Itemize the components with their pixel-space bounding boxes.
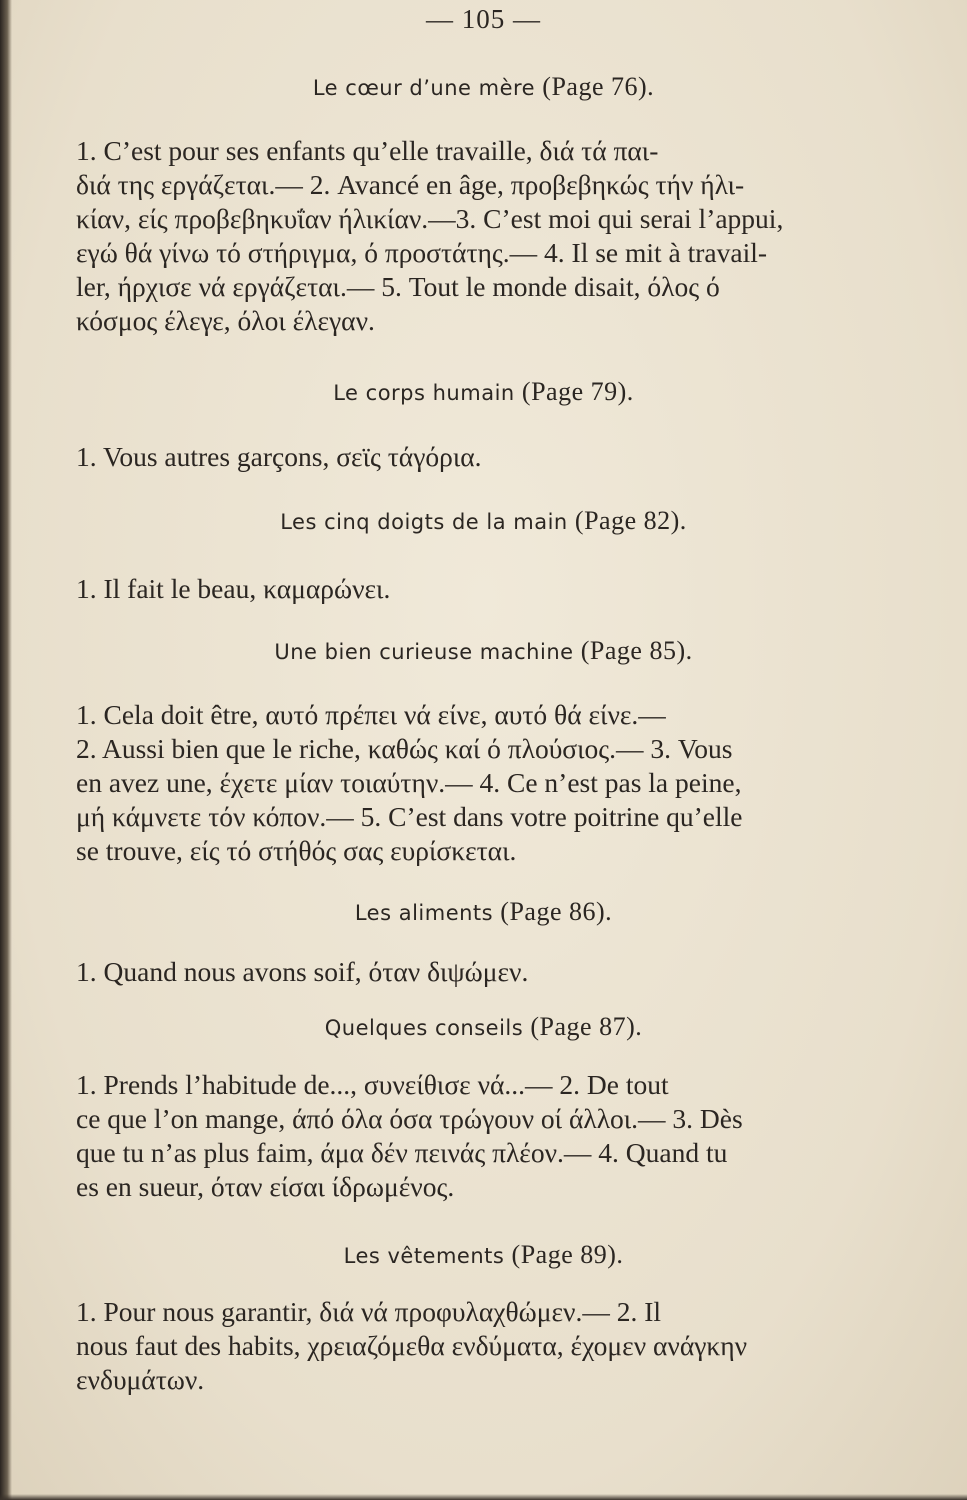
text-line: ενδυμάτων. [76, 1364, 205, 1395]
section-title: Les cinq doigts de la main [280, 510, 568, 534]
section-heading [0, 636, 967, 666]
page-number: — 105 — [426, 4, 541, 34]
section-text [76, 955, 846, 989]
section-text [76, 1068, 846, 1204]
section-heading [0, 1240, 967, 1270]
text-line: 1. Prends l’habitude de..., συνείθισε νά...— 2. De tout [76, 1069, 669, 1100]
text-line: 2. Aussi bien que le riche, καθώς καί ό πλούσιος.— 3. Vous [76, 733, 733, 764]
section-title: Le corps humain [333, 381, 515, 405]
section-text [76, 440, 846, 474]
text-line: εγώ θά γίνω τό στήριγμα, ό προστάτης.— 4. Il se mit à travail- [76, 237, 768, 268]
text-line: se trouve, είς τό στήθός σας ευρίσκεται. [76, 835, 517, 866]
section-title: Une bien curieuse machine [274, 640, 574, 664]
section-heading [0, 377, 967, 407]
section-heading [0, 897, 967, 927]
text-line: 1. Pour nous garantir, διά νά προφυλαχθώμεν.— 2. Il [76, 1296, 662, 1327]
section-text [76, 1295, 846, 1397]
section-text [76, 134, 846, 338]
text-line: ler, ήρχισε νά εργάζεται.— 5. Tout le monde disait, όλος ό [76, 271, 720, 302]
section-page-ref: (Page 82). [574, 506, 687, 535]
text-line: que tu n’as plus faim, άμα δέν πεινάς πλέον.— 4. Quand tu [76, 1137, 728, 1168]
text-line: 1. Vous autres garçons, σεϊς τάγόρια. [76, 441, 482, 472]
text-line: κόσμος έλεγε, όλοι έλεγαν. [76, 305, 375, 336]
section-page-ref: (Page 79). [521, 377, 634, 406]
text-line: es en sueur, όταν είσαι ίδρωμένος. [76, 1171, 455, 1202]
text-line: 1. Cela doit être, αυτό πρέπει νά είνε, αυτό θά είνε.— [76, 699, 666, 730]
text-line: κίαν, είς προβεβηκυΐαν ήλικίαν.—3. C’est moi qui serai l’appui, [76, 203, 784, 234]
text-line: 1. Il fait le beau, καμαρώνει. [76, 573, 391, 604]
section-heading [0, 1012, 967, 1042]
section-text [76, 698, 846, 868]
section-page-ref: (Page 86). [500, 897, 613, 926]
section-text [76, 572, 846, 606]
text-line: en avez une, έχετε μίαν τοιαύτην.— 4. Ce n’est pas la peine, [76, 767, 742, 798]
text-line: nous faut des habits, χρειαζόμεθα ενδύματα, έχομεν ανάγκην [76, 1330, 748, 1361]
section-heading [0, 72, 967, 102]
section-page-ref: (Page 85). [580, 636, 693, 665]
section-heading [0, 506, 967, 536]
text-line: ce que l’on mange, άπό όλα όσα τρώγουν οί άλλοι.— 3. Dès [76, 1103, 743, 1134]
section-title: Les vêtements [343, 1244, 505, 1268]
page-binding-shadow [0, 0, 12, 1500]
section-page-ref: (Page 89). [511, 1240, 624, 1269]
section-page-ref: (Page 87). [530, 1012, 643, 1041]
text-line: μή κάμνετε τόν κόπον.— 5. C’est dans votre poitrine qu’elle [76, 801, 743, 832]
section-title: Quelques conseils [324, 1016, 524, 1040]
section-title: Les aliments [354, 901, 494, 925]
page-bottom-edge [0, 1494, 967, 1500]
text-line: διά της εργάζεται.— 2. Avancé en âge, προβεβηκώς τήν ήλι- [76, 169, 745, 200]
section-page-ref: (Page 76). [542, 72, 655, 101]
text-line: 1. C’est pour ses enfants qu’elle travaille, διά τά παι- [76, 135, 659, 166]
text-line: 1. Quand nous avons soif, όταν διψώμεν. [76, 956, 529, 987]
section-title: Le cœur d’une mère [312, 76, 536, 100]
